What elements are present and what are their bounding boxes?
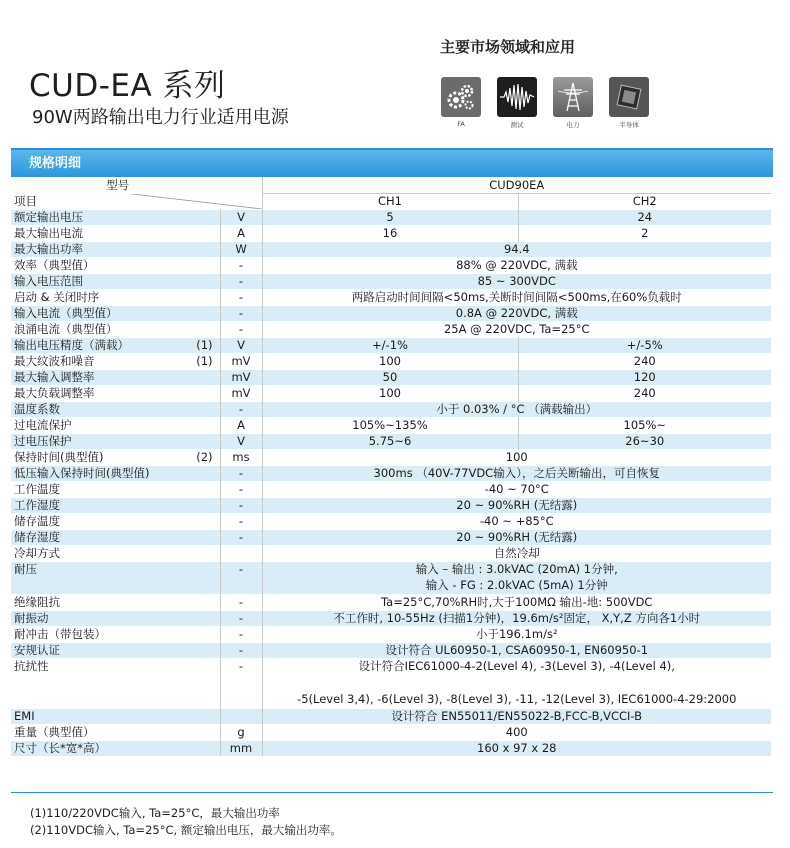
spec-row <box>11 274 771 290</box>
spec-value-ch1: 5.75~6 <box>262 434 518 450</box>
spec-unit: - <box>220 274 262 290</box>
spec-unit: - <box>220 595 262 611</box>
spec-unit: - <box>220 402 262 418</box>
spec-row <box>11 514 771 530</box>
spec-unit: mV <box>220 370 262 386</box>
market-item-semiconductor <box>608 77 650 129</box>
spec-value-ch2: 240 <box>518 354 771 370</box>
ch2-header: CH2 <box>518 194 771 210</box>
spec-unit: mV <box>220 386 262 402</box>
spec-value: -40 ~ 70°C <box>262 482 771 498</box>
spec-item-name: 温度系数 <box>11 402 220 418</box>
spec-item-name: 工作温度 <box>11 482 220 498</box>
spec-unit: V <box>220 434 262 450</box>
spec-table <box>11 177 771 756</box>
spec-value-ch2: 2 <box>518 226 771 242</box>
market-item-label: FA <box>457 120 465 128</box>
spec-item-name: 抗扰性 <box>11 659 220 709</box>
spec-row <box>11 498 771 514</box>
spec-item-name: 绝缘阻抗 <box>11 595 220 611</box>
header-diagonal <box>11 194 262 210</box>
spec-row <box>11 530 771 546</box>
spec-unit <box>220 709 262 725</box>
spec-value: 94.4 <box>262 242 771 258</box>
spec-row <box>11 546 771 562</box>
spec-item-name: 最大输入调整率 <box>11 370 220 386</box>
spec-value: -40 ~ +85°C <box>262 514 771 530</box>
model-label: 型号 <box>106 178 130 192</box>
spec-item-name: 低压输入保持时间(典型值) <box>11 466 220 482</box>
spec-unit <box>220 546 262 562</box>
market-item-label: 半导体 <box>619 121 639 129</box>
spec-item-name: 最大纹波和噪音 (1) <box>11 354 220 370</box>
spec-item-name: 过电压保护 <box>11 434 220 450</box>
spec-row <box>11 290 771 306</box>
spec-value-line: 设计符合IEC61000-4-2(Level 4), -3(Level 3), -4(Level 4), <box>358 659 675 673</box>
spec-item-name: 耐压 <box>11 562 220 595</box>
spec-value <box>262 659 771 709</box>
market-item-test <box>496 77 538 129</box>
spec-value-ch2: +/-5% <box>518 338 771 354</box>
spec-item-name: 冷却方式 <box>11 546 220 562</box>
spec-item-name: 储存湿度 <box>11 530 220 546</box>
spec-row <box>11 386 771 402</box>
spec-unit: - <box>220 659 262 709</box>
spec-unit: V <box>220 210 262 226</box>
spec-value-ch1: 5 <box>262 210 518 226</box>
spec-row <box>11 741 771 757</box>
spec-item-name: 浪涌电流（典型值） <box>11 322 220 338</box>
spec-unit: g <box>220 725 262 741</box>
spec-value: 0.8A @ 220VDC, 满载 <box>262 306 771 322</box>
market-item-label: 测试 <box>510 121 524 129</box>
spec-unit: A <box>220 226 262 242</box>
spec-item-name: 工作湿度 <box>11 498 220 514</box>
power-tower-icon <box>553 77 593 117</box>
spec-value: 85 ~ 300VDC <box>262 274 771 290</box>
spec-value-ch1: 50 <box>262 370 518 386</box>
spec-value: 88% @ 220VDC, 满载 <box>262 258 771 274</box>
spec-row <box>11 627 771 643</box>
spec-item-name: EMI <box>11 709 220 725</box>
spec-item-name: 耐振动 <box>11 611 220 627</box>
spec-item-name: 过电流保护 <box>11 418 220 434</box>
spec-row <box>11 611 771 627</box>
spec-unit: - <box>220 482 262 498</box>
spec-value-ch1: 105%~135% <box>262 418 518 434</box>
spec-row <box>11 402 771 418</box>
spec-row <box>11 725 771 741</box>
market-title: 主要市场领域和应用 <box>440 38 576 56</box>
spec-unit: - <box>220 306 262 322</box>
spec-unit: - <box>220 643 262 659</box>
spec-row <box>11 258 771 274</box>
spec-value: 自然冷却 <box>262 546 771 562</box>
spec-unit: - <box>220 514 262 530</box>
spec-value: 160 x 97 x 28 <box>262 741 771 757</box>
spec-row <box>11 482 771 498</box>
spec-item-note: (2) <box>196 450 213 464</box>
spec-value-ch2: 24 <box>518 210 771 226</box>
spec-row <box>11 659 771 709</box>
market-item-label: 电力 <box>566 121 580 129</box>
spec-row <box>11 434 771 450</box>
spec-item-name: 重量（典型值） <box>11 725 220 741</box>
spec-item-name: 输入电压范围 <box>11 274 220 290</box>
model-label-cell <box>11 178 262 194</box>
spec-value: 300ms （40V-77VDC输入），之后关断输出，可自恢复 <box>262 466 771 482</box>
spec-unit: V <box>220 338 262 354</box>
spec-item-name: 额定输出电压 <box>11 210 220 226</box>
page-subtitle: 90W两路输出电力行业适用电源 <box>32 107 289 128</box>
spec-value-line: 输入 - FG : 2.0kVAC (5mA) 1分钟 <box>425 578 608 592</box>
spec-value-ch1: +/-1% <box>262 338 518 354</box>
spec-row <box>11 643 771 659</box>
spec-unit: ms <box>220 450 262 466</box>
page-title: CUD-EA 系列 <box>29 68 226 104</box>
spec-item-name: 最大输出电流 <box>11 226 220 242</box>
ch1-header: CH1 <box>262 194 518 210</box>
spec-value: 设计符合 EN55011/EN55022-B,FCC-B,VCCI-B <box>262 709 771 725</box>
spec-row <box>11 418 771 434</box>
spec-unit: - <box>220 562 262 595</box>
market-icons <box>440 77 650 129</box>
spec-row <box>11 595 771 611</box>
spec-unit: - <box>220 627 262 643</box>
spec-value-line: -5(Level 3,4), -6(Level 3), -8(Level 3), -11, -12(Level 3), IEC61000-4-29:2000 <box>297 692 737 706</box>
spec-row <box>11 226 771 242</box>
market-item-power <box>552 77 594 129</box>
spec-row <box>11 354 771 370</box>
spec-item-name: 效率（典型值） <box>11 258 220 274</box>
spec-section <box>11 148 773 793</box>
spec-value: 设计符合 UL60950-1, CSA60950-1, EN60950-1 <box>262 643 771 659</box>
footnote-2: (2)110VDC输入, Ta=25°C, 额定输出电压，最大输出功率。 <box>30 823 342 837</box>
spec-row <box>11 562 771 595</box>
spec-value-line <box>266 674 769 691</box>
spec-item-name: 耐冲击（带包装） <box>11 627 220 643</box>
spec-item-name: 最大负载调整率 <box>11 386 220 402</box>
spec-row <box>11 306 771 322</box>
spec-item-name: 输出电压精度（满载） (1) <box>11 338 220 354</box>
spec-unit: - <box>220 466 262 482</box>
spec-item-name: 安规认证 <box>11 643 220 659</box>
spec-row <box>11 370 771 386</box>
spec-row <box>11 322 771 338</box>
model-value: CUD90EA <box>262 178 771 194</box>
spec-value: 两路启动时间间隔<50ms,关断时间间隔<500ms,在60%负载时 <box>262 290 771 306</box>
spec-row <box>11 210 771 226</box>
spec-unit: - <box>220 258 262 274</box>
spec-unit: mm <box>220 741 262 757</box>
spec-value: 400 <box>262 725 771 741</box>
spec-unit: W <box>220 242 262 258</box>
spec-item-name: 启动 & 关闭时序 <box>11 290 220 306</box>
spec-unit: - <box>220 322 262 338</box>
spec-value: 不工作时, 10-55Hz (扫描1分钟)，19.6m/s²固定， X,Y,Z 方向各1小时 <box>262 611 771 627</box>
spec-value: 20 ~ 90%RH (无结露) <box>262 498 771 514</box>
spec-unit: mV <box>220 354 262 370</box>
spec-item-name: 储存温度 <box>11 514 220 530</box>
spec-value: 25A @ 220VDC, Ta=25°C <box>262 322 771 338</box>
spec-value-ch1: 100 <box>262 386 518 402</box>
spec-value-ch2: 240 <box>518 386 771 402</box>
spec-value-ch2: 105%~ <box>518 418 771 434</box>
spec-row <box>11 450 771 466</box>
spec-value: 100 <box>262 450 771 466</box>
spec-value: Ta=25°C,70%RH时,大于100MΩ 输出-地: 500VDC <box>262 595 771 611</box>
market-item-fa <box>440 77 482 129</box>
spec-item-name: 尺寸（长*宽*高） <box>11 741 220 757</box>
spec-item-note: (1) <box>196 354 213 368</box>
spec-item-name: 最大输出功率 <box>11 242 220 258</box>
spec-row <box>11 242 771 258</box>
gears-icon <box>441 77 481 117</box>
spec-value-line: 输入 – 输出 : 3.0kVAC (20mA) 1分钟, <box>415 562 618 576</box>
footnote-1: (1)110/220VDC输入, Ta=25°C，最大输出功率 <box>30 806 280 820</box>
spec-item-name: 输入电流（典型值） <box>11 306 220 322</box>
spec-item-name: 保持时间(典型值) (2) <box>11 450 220 466</box>
chip-icon <box>609 77 649 117</box>
spec-unit: A <box>220 418 262 434</box>
spec-value: 20 ~ 90%RH (无结露) <box>262 530 771 546</box>
spec-unit: - <box>220 530 262 546</box>
spec-value: 小于 0.03% / °C （满载输出） <box>262 402 771 418</box>
spec-value-ch1: 100 <box>262 354 518 370</box>
spec-value-ch1: 16 <box>262 226 518 242</box>
spec-value-ch2: 26~30 <box>518 434 771 450</box>
spec-row <box>11 338 771 354</box>
spec-unit: - <box>220 498 262 514</box>
spec-value <box>262 562 771 595</box>
item-label: 项目 <box>11 194 262 210</box>
spec-value: 小于196.1m/s² <box>262 627 771 643</box>
spec-item-note: (1) <box>196 338 213 352</box>
waveform-icon <box>497 77 537 117</box>
spec-unit: - <box>220 290 262 306</box>
spec-row <box>11 709 771 725</box>
spec-value-ch2: 120 <box>518 370 771 386</box>
spec-row <box>11 466 771 482</box>
spec-unit: - <box>220 611 262 627</box>
spec-section-title: 规格明细 <box>11 150 773 177</box>
